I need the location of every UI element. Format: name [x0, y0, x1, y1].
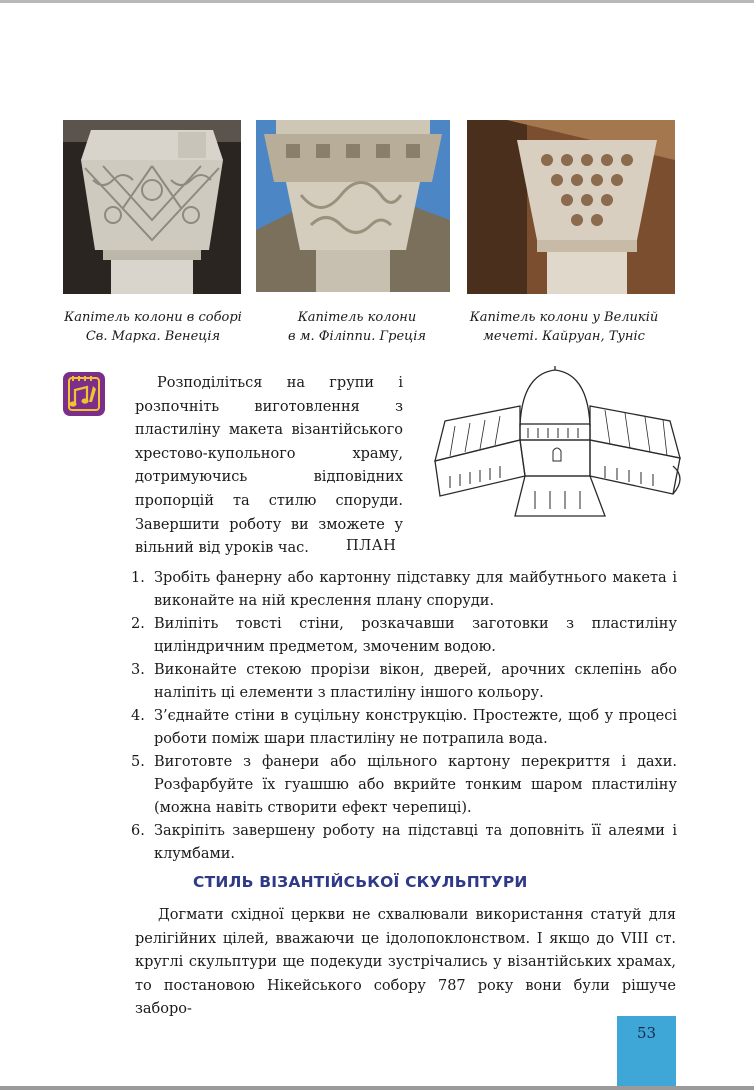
list-item: 3. Виконайте стекою прорізи вікон, дверей, арочних склепінь або наліпіть ці елементи з пластиліну іншого кольору.: [131, 662, 677, 701]
bottom-edge: [0, 1086, 754, 1090]
page-number: 53: [636, 1024, 657, 1042]
section-heading: СТИЛЬ ВІЗАНТІЙСЬКОЇ СКУЛЬПТУРИ: [193, 873, 528, 891]
task-text: Розподіліться на групи і розпочніть виготовлення з пластиліну макета візантійського хрестово-купольного храму, дотримуючись відповідних пропорцій та стилю споруди. Завершити роботу ви зможете у вільний від уроків час.: [135, 375, 403, 557]
capital-photo-venice: [63, 120, 241, 294]
top-edge: [0, 0, 754, 3]
caption-kairouan: Капітель колони у Великій мечеті. Кайруан, Туніс: [469, 310, 659, 344]
music-palette-task-icon: [63, 372, 105, 416]
plan-list: [131, 567, 677, 866]
church-drawing: [425, 366, 687, 526]
capital-photo-kairouan: [467, 120, 675, 294]
list-item: 4. З’єднайте стіни в суцільну конструкцію. Простежте, щоб у процесі роботи поміж шари пластиліну не потрапила вода.: [131, 708, 677, 747]
page-number-box: [617, 1016, 676, 1086]
caption-venice: Капітель колони в соборі Св. Марка. Венеція: [64, 310, 242, 344]
caption-philippi: Капітель колони в м. Філіппи. Греція: [288, 310, 426, 344]
list-item: 2. Виліпіть товсті стіни, розкачавши заготовки з пластиліну циліндричним предметом, змоченим водою.: [131, 616, 677, 655]
list-item: 6. Закріпіть завершену роботу на підставці та доповніть її алеями і клумбами.: [131, 823, 677, 862]
plan-title: ПЛАН: [346, 538, 397, 554]
capital-photo-philippi: [256, 120, 450, 292]
list-item: 5. Виготовте з фанери або щільного картону перекриття і дахи. Розфарбуйте їх гуашшю або вкрийте тонким шаром пластиліну (можна навіть створити ефект черепиці).: [131, 754, 677, 816]
list-item: 1. Зробіть фанерну або картонну підставку для майбутнього макета і виконайте на ній креслення плану споруди.: [131, 570, 677, 609]
section-paragraph: Догмати східної церкви не схвалювали використання статуй для релігійних цілей, вважаючи це ідолопоклонством. І якщо до VIII ст. круглі скульптури ще подекуди зустрічались у візантійських храмах, то постановою Нікейського собору 787 року вони були рішуче заборо-: [135, 907, 676, 1017]
